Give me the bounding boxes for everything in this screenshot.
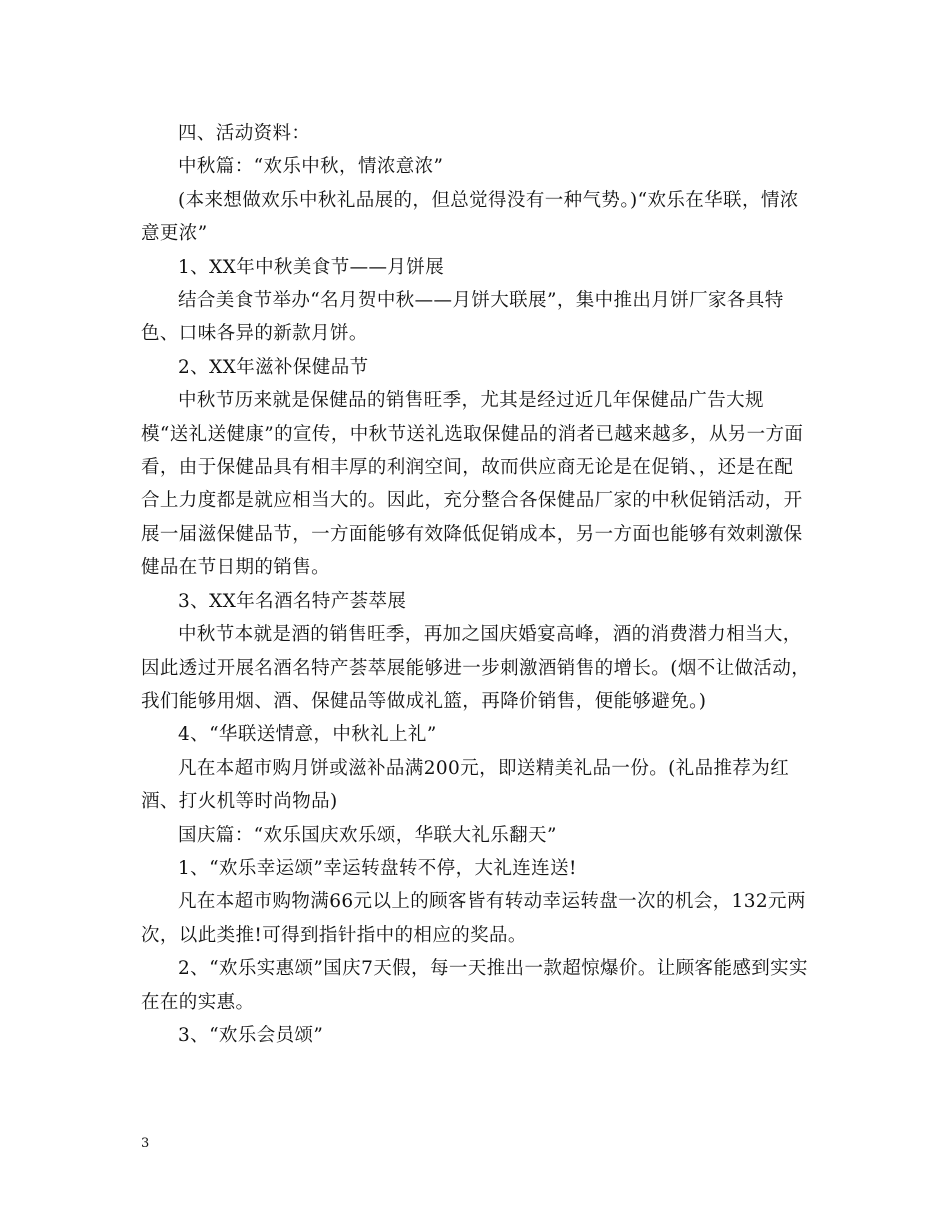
body-paragraph: 中秋节本就是酒的销售旺季，再加之国庆婚宴高峰，酒的消费潜力相当大，因此透过开展名酒名特产荟萃展能够进一步刺激酒销售的增长。(烟不让做活动，我们能够用烟、酒、保健品等做成礼篮，再降价销售，便能够避免。): [141, 624, 811, 712]
item-heading: 3、XX年名酒名特产荟萃展: [178, 590, 407, 612]
national-day-theme: 国庆篇：“欢乐国庆欢乐颂，华联大礼乐翻天”: [178, 824, 557, 846]
item-heading: 2、XX年滋补保健品节: [178, 356, 369, 378]
section-heading: 四、活动资料：: [178, 123, 311, 144]
item-heading: 4、“华联送情意，中秋礼上礼”: [178, 724, 437, 746]
body-paragraph: 中秋节历来就是保健品的销售旺季，尤其是经过近几年保健品广告大规模“送礼送健康”的宣传，中秋节送礼选取保健品的消者已越来越多，从另一方面看，由于保健品具有相丰厚的利润空间，故而供应商无论是在促销、，还是在配合上力度都是就应相当大的。因此，充分整合各保健品厂家的中秋促销活动，开展一届滋保健品节，一方面能够有效降低促销成本，另一方面也能够有效刺激保健品在节日期的销售。: [141, 390, 804, 579]
body-paragraph: 凡在本超市购物满66元以上的顾客皆有转动幸运转盘一次的机会，132元两次，以此类推!可得到指针指中的相应的奖品。: [141, 891, 806, 946]
item-heading: 1、XX年中秋美食节——月饼展: [178, 256, 445, 278]
body-paragraph: 2、“欢乐实惠颂”国庆7天假，每一天推出一款超惊爆价。让顾客能感到实实在在的实惠。: [141, 958, 808, 1013]
item-heading: 1、“欢乐幸运颂”幸运转盘转不停，大礼连连送!: [178, 857, 577, 879]
body-paragraph: 凡在本超市购月饼或滋补品满200元，即送精美礼品一份。(礼品推荐为红酒、打火机等时尚物品): [141, 757, 790, 813]
mid-autumn-note: (本来想做欢乐中秋礼品展的，但总觉得没有一种气势。)“欢乐在华联，情浓意更浓”: [141, 189, 799, 245]
page-number: 3: [141, 1136, 150, 1151]
mid-autumn-theme: 中秋篇：“欢乐中秋，情浓意浓”: [178, 156, 444, 178]
body-paragraph: 结合美食节举办“名月贺中秋——月饼大联展”，集中推出月饼厂家各具特色、口味各异的新款月饼。: [141, 290, 784, 345]
document-body: [141, 117, 811, 1052]
item-heading: 3、“欢乐会员颂”: [178, 1024, 324, 1046]
